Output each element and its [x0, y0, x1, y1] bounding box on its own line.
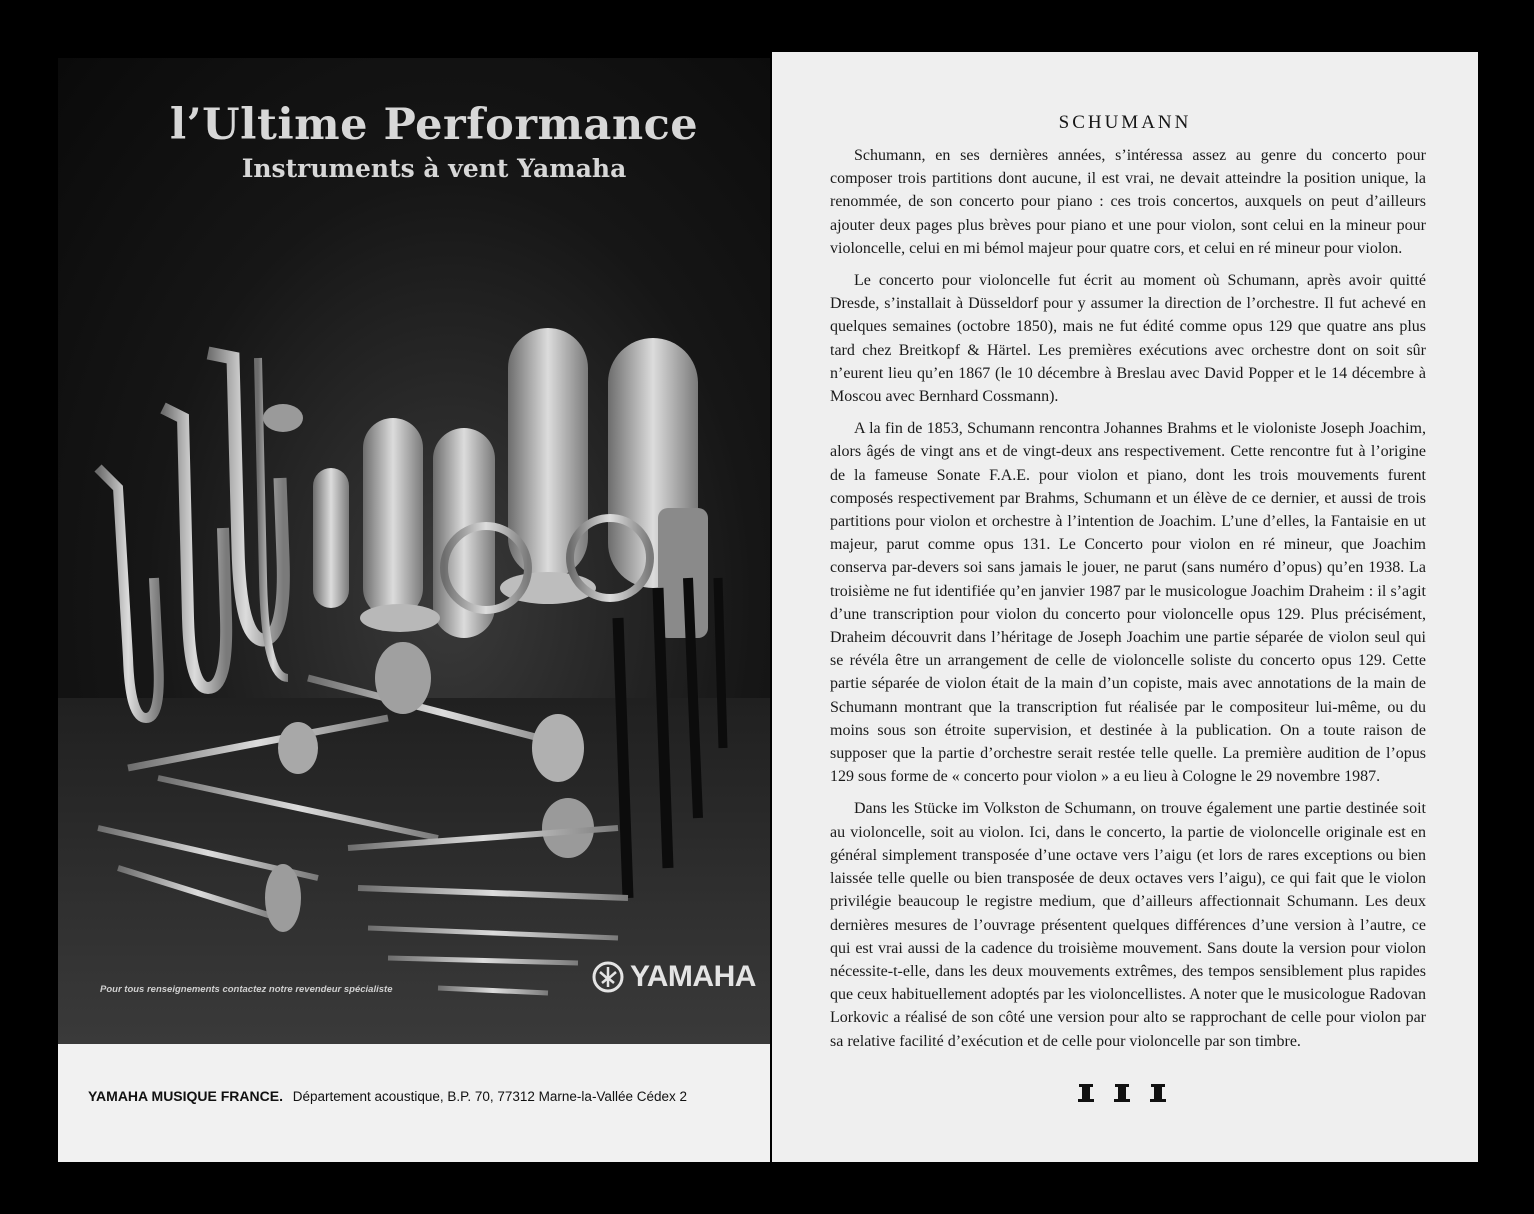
- wind-instruments-illustration: [58, 58, 770, 1044]
- ad-headline: l’Ultime Performance: [169, 100, 699, 150]
- ad-contact-note: Pour tous renseignements contactez notre revendeur spécialiste: [100, 984, 393, 995]
- section-end-ornament: [772, 1082, 1478, 1110]
- footer-company: YAMAHA MUSIQUE FRANCE.: [88, 1088, 283, 1104]
- instruments-photo: [58, 58, 770, 1044]
- ad-subheadline: Instruments à vent Yamaha: [241, 154, 627, 183]
- article-paragraph: A la fin de 1853, Schumann rencontra Johannes Brahms et le violoniste Joseph Joachim, alors âgés de vingt ans et de vingt-deux ans respectivement. Cette rencontre fut à l’origine de la fameuse Sonate F.A.E. pour violon et piano, dont les trois mouvements furent composés respectivement par Brahms, Schumann et un élève de ce dernier, et aussi de trois partitions pour violon et orchestre à l’intention de Joachim. L’une d’elles, la Fantaisie en ut majeur, parut comme opus 131. Le Concerto pour violon en ré mineur, que Joachim conserva par-devers soi sans jamais le jouer, ne parut (sans numéro d’opus) qu’en 1938. La troisième ne fut identifiée qu’en janvier 1987 par le musicologue Joachim Draheim : il s’agit d’une transcription pour violon du concerto pour violoncelle opus 129. Plus précisément, Draheim découvrit dans l’héritage de Joseph Joachim une partie séparée de violon seul qui se révéla être un arrangement de celle de violoncelle soliste du concerto opus 129. Cette partie séparée de violon était de la main d’un copiste, mais avec annotations de la main de Schumann montrant que la transcription fut réalisée par le compositeur lui-même, ou du moins sous son étroite supervision, et destinée à la publication. On a toute raison de supposer que la partie d’orchestre serait restée telle quelle. La première audition de l’opus 129 sous forme de « concerto pour violon » a eu lieu à Cologne le 29 novembre 1987.: [830, 420, 1426, 786]
- article-title: SCHUMANN: [1058, 112, 1192, 133]
- article-body: [830, 144, 1426, 1062]
- ad-footer: [88, 1088, 687, 1104]
- ornament-icon: [1075, 1082, 1175, 1104]
- yamaha-tuning-fork-icon: [592, 961, 624, 993]
- yamaha-logo: [592, 960, 756, 994]
- article-paragraph: Schumann, en ses dernières années, s’intéressa assez au genre du concerto pour composer trois partitions dont aucune, il est vrai, ne devait atteindre la position unique, la renommée, de son concerto pour piano : ces trois concertos, auxquels on peut d’ailleurs ajouter deux pages plus brèves pour piano et une pour violon, sont celui en la mineur pour violoncelle, celui en mi bémol majeur pour quatre cors, et celui en ré mineur pour violon.: [830, 147, 1426, 257]
- footer-address: Département acoustique, B.P. 70, 77312 Marne-la-Vallée Cédex 2: [292, 1089, 687, 1104]
- article-paragraph: Dans les Stücke im Volkston de Schumann, on trouve également une partie destinée soit au violoncelle, soit au violon. Ici, dans le concerto, la partie de violoncelle originale est en général simplement transposée d’une octave vers l’aigu (et lors de rares exceptions ou bien laissée telle quelle ou bien transposée de deux octaves vers l’aigu), ce qui fait que le violon privilégie beaucoup le registre medium, que d’ailleurs affectionnait Schumann. Les deux dernières mesures de l’ouvrage présentent quelques différences d’une version à l’autre, ce qui est vrai aussi de la cadence du troisième mouvement. Sans doute la version pour violon nécessite-t-elle, dans les deux mouvements extrêmes, des tempos sensiblement plus rapides que ceux habituellement adoptés par les violoncellistes. A noter que le musicologue Radovan Lorkovic a réalisé de son côté une version pour alto se rapprochant de celle pour violon par sa relative facilité d’exécution et de celle pour violoncelle par son timbre.: [830, 800, 1426, 1050]
- advertisement-page: [58, 58, 770, 1162]
- article-page: [772, 52, 1478, 1162]
- yamaha-brand: YAMAHA: [630, 960, 756, 993]
- article-paragraph: Le concerto pour violoncelle fut écrit au moment où Schumann, après avoir quitté Dresde, s’installait à Düsseldorf pour y assumer la direction de l’orchestre. Il fut achevé en quelques semaines (octobre 1850), mais ne fut édité comme opus 129 que quatre ans plus tard chez Breitkopf & Härtel. Les premières exécutions avec orchestre dont on soit sûr n’eurent lieu qu’en 1867 (le 10 décembre à Breslau avec David Popper et le 14 décembre à Moscou avec Bernhard Cossmann).: [830, 272, 1426, 406]
